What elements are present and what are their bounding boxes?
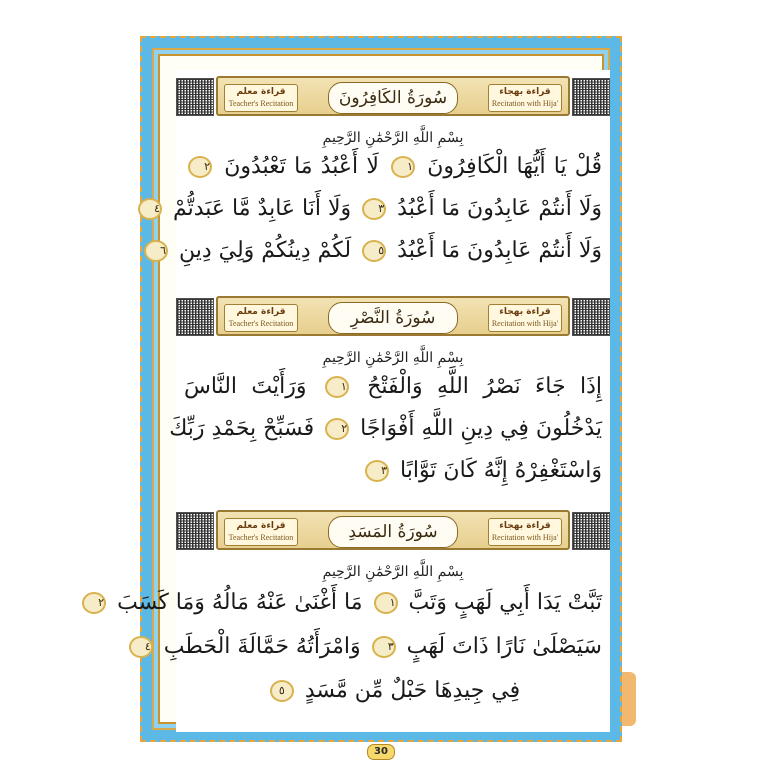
qr-code-teacher[interactable] xyxy=(176,78,214,116)
ayah-number: ١ xyxy=(391,156,415,178)
surah-header xyxy=(176,510,610,552)
verse-line: وَاسْتَغْفِرْهُ إِنَّهُ كَانَ تَوَّابًا ٣ xyxy=(184,458,602,483)
basmala: بِسْمِ اللَّهِ الرَّحْمَٰنِ الرَّحِيمِ xyxy=(322,350,464,366)
surah-banner xyxy=(216,76,570,116)
ayah-number: ٢ xyxy=(82,592,106,614)
verse-line: يَدْخُلُونَ فِي دِينِ اللَّهِ أَفْوَاجًا ٢ فَسَبِّحْ بِحَمْدِ رَبِّكَ xyxy=(169,416,602,441)
basmala: بِسْمِ اللَّهِ الرَّحْمَٰنِ الرَّحِيمِ xyxy=(322,130,464,146)
surah-title: سُورَةُ المَسَدِ xyxy=(328,516,458,548)
ayah-number: ٣ xyxy=(372,636,396,658)
verse-line: إِذَا جَاءَ نَصْرُ اللَّهِ وَالْفَتْحُ ١ وَرَأَيْتَ النَّاسَ xyxy=(184,374,602,399)
page-content xyxy=(98,70,610,732)
verse-line: قُلْ يَا أَيُّهَا الْكَافِرُونَ ١ لَا أَعْبُدُ مَا تَعْبُدُونَ ٢ xyxy=(184,154,602,179)
mushaf-page xyxy=(98,36,622,757)
ayah-number: ٤ xyxy=(129,636,153,658)
ornamental-border xyxy=(98,36,622,742)
qr-code-hija[interactable] xyxy=(572,512,610,550)
verse-line: وَلَا أَنتُمْ عَابِدُونَ مَا أَعْبُدُ ٣ وَلَا أَنَا عَابِدٌ مَّا عَبَدتُّمْ ٤ xyxy=(184,196,602,221)
hija-recitation-label[interactable]: قراءة بهجاء Recitation with Hija' xyxy=(488,518,562,546)
basmala: بِسْمِ اللَّهِ الرَّحْمَٰنِ الرَّحِيمِ xyxy=(322,564,464,580)
verse-line: فِي جِيدِهَا حَبْلٌ مِّن مَّسَدٍ ٥ xyxy=(184,678,602,703)
ayah-number: ٢ xyxy=(325,418,349,440)
ayah-number: ٥ xyxy=(362,240,386,262)
verse-line: سَيَصْلَىٰ نَارًا ذَاتَ لَهَبٍ ٣ وَامْرَأَتُهُ حَمَّالَةَ الْحَطَبِ ٤ xyxy=(184,634,602,659)
ayah-number: ٣ xyxy=(365,460,389,482)
ayah-number: ٦ xyxy=(144,240,168,262)
ayah-number: ٢ xyxy=(188,156,212,178)
ayah-number: ١ xyxy=(325,376,349,398)
surah-banner xyxy=(216,510,570,550)
page-edge-tab xyxy=(622,672,636,726)
ayah-number: ٣ xyxy=(362,198,386,220)
hija-recitation-label[interactable]: قراءة بهجاء Recitation with Hija' xyxy=(488,84,562,112)
surah-header xyxy=(176,296,610,338)
surah-header xyxy=(176,76,610,118)
qr-code-hija[interactable] xyxy=(572,298,610,336)
surah-banner xyxy=(216,296,570,336)
teacher-recitation-label[interactable]: قراءة معلم Teacher's Recitation xyxy=(224,518,298,546)
verse-line: تَبَّتْ يَدَا أَبِي لَهَبٍ وَتَبَّ ١ مَا أَغْنَىٰ عَنْهُ مَالُهُ وَمَا كَسَبَ ٢ xyxy=(184,590,602,615)
qr-code-teacher[interactable] xyxy=(176,298,214,336)
ayah-number: ٥ xyxy=(270,680,294,702)
ayah-number: ١ xyxy=(374,592,398,614)
surah-title: سُورَةُ النَّصْرِ xyxy=(328,302,458,334)
teacher-recitation-label[interactable]: قراءة معلم Teacher's Recitation xyxy=(224,304,298,332)
hija-recitation-label[interactable]: قراءة بهجاء Recitation with Hija' xyxy=(488,304,562,332)
qr-code-hija[interactable] xyxy=(572,78,610,116)
teacher-recitation-label[interactable]: قراءة معلم Teacher's Recitation xyxy=(224,84,298,112)
ayah-number: ٤ xyxy=(138,198,162,220)
qr-code-teacher[interactable] xyxy=(176,512,214,550)
surah-title: سُورَةُ الكَافِرُونَ xyxy=(328,82,458,114)
verse-line: وَلَا أَنتُمْ عَابِدُونَ مَا أَعْبُدُ ٥ لَكُمْ دِينُكُمْ وَلِيَ دِينِ ٦ xyxy=(184,238,602,263)
page-number: 30 xyxy=(367,744,395,760)
